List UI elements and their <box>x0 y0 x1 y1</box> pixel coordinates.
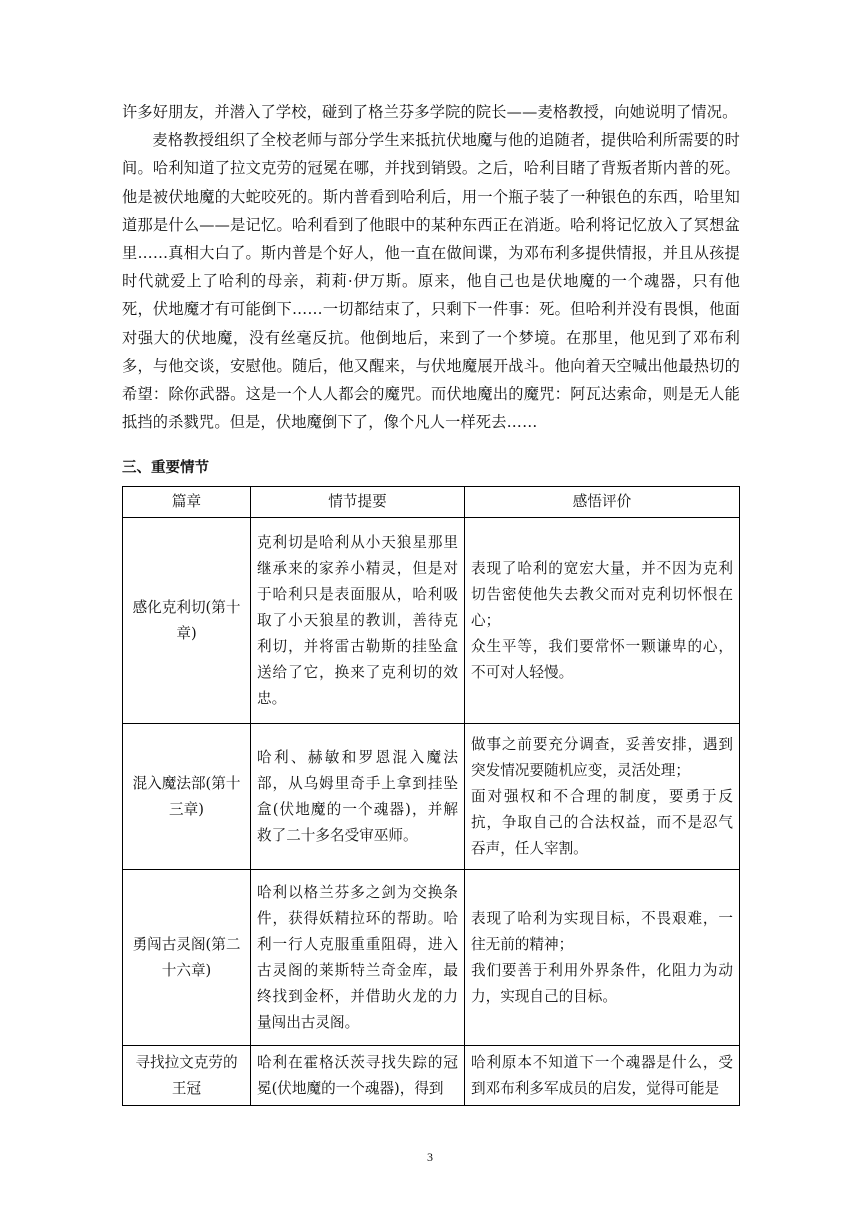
comment-line: 表现了哈利的宽宏大量，并不因为克利切告密使他失去教父而对克利切怀恨在心； <box>471 559 733 629</box>
paragraph: 许多好朋友，并潜入了学校，碰到了格兰芬多学院的院长——麦格教授，向她说明了情况。 <box>122 103 738 121</box>
page-number: 3 <box>427 1150 433 1164</box>
chapter-cell: 勇闯古灵阁(第二十六章) <box>123 870 251 1046</box>
comment-cell <box>465 870 740 1046</box>
comment-line: 我们要善于利用外界条件，化阻力为动力，实现自己的目标。 <box>471 961 733 1005</box>
header-summary: 情节提要 <box>251 487 465 518</box>
section-heading: 三、重要情节 <box>122 460 209 476</box>
summary-cell: 哈利以格兰芬多之剑为交换条件，获得妖精拉环的帮助。哈利一行人克服重重阻碍，进入古灵阁的莱斯特兰奇金库，最终找到金杯，并借助火龙的力量闯出古灵阁。 <box>251 870 465 1046</box>
comment-line: 表现了哈利为实现目标，不畏艰难，一往无前的精神； <box>471 909 733 953</box>
header-chapter: 篇章 <box>123 487 251 518</box>
comment-cell <box>465 518 740 724</box>
paragraph: 麦格教授组织了全校老师与部分学生来抵抗伏地魔与他的追随者，提供哈利所需要的时间。哈利知道了拉文克劳的冠冕在哪，并找到销毁。之后，哈利目睹了背叛者斯内普的死。他是被伏地魔的大蛇咬死的。斯内普看到哈利后，用一个瓶子装了一种银色的东西，哈里知道那是什么——是记忆。哈利看到了他眼中的某种东西正在消逝。哈利将记忆放入了冥想盆里……真相大白了。斯内普是个好人，他一直在做间谍，为邓布利多提供情报，并且从孩提时代就爱上了哈利的母亲，莉莉·伊万斯。原来，他自己也是伏地魔的一个魂器，只有他死，伏地魔才有可能倒下……一切都结束了，只剩下一件事：死。但哈利并没有畏惧，他面对强大的伏地魔，没有丝毫反抗。他倒地后，来到了一个梦境。在那里，他见到了邓布利多，与他交谈，安慰他。随后，他又醒来，与伏地魔展开战斗。他向着天空喊出他最热切的希望：除你武器。这是一个人人都会的魔咒。而伏地魔出的魔咒：阿瓦达索命，则是无人能抵挡的杀戮咒。但是，伏地魔倒下了，像个凡人一样死去…… <box>122 131 740 432</box>
table-header-row <box>123 487 740 518</box>
comment-line: 众生平等，我们要常怀一颗谦卑的心，不可对人轻慢。 <box>471 637 733 681</box>
comment-line: 面对强权和不合理的制度，要勇于反抗，争取自己的合法权益，而不是忍气吞声，任人宰割。 <box>471 787 733 857</box>
table-row <box>123 870 740 1046</box>
comment-cell <box>465 1046 740 1106</box>
summary-cell: 哈利在霍格沃茨寻找失踪的冠冕(伏地魔的一个魂器)，得到 <box>251 1046 465 1106</box>
header-comment: 感悟评价 <box>465 487 740 518</box>
table-row <box>123 518 740 724</box>
comment-line: 哈利原本不知道下一个魂器是什么，受到邓布利多军成员的启发，觉得可能是 <box>471 1053 733 1097</box>
table-row <box>123 1046 740 1106</box>
summary-cell: 哈利、赫敏和罗恩混入魔法部，从乌姆里奇手上拿到挂坠盒(伏地魔的一个魂器)，并解救了二十多名受审巫师。 <box>251 724 465 870</box>
chapter-cell: 感化克利切(第十章) <box>123 518 251 724</box>
chapter-cell: 寻找拉文克劳的王冠 <box>123 1046 251 1106</box>
plot-table <box>122 486 740 1106</box>
comment-cell <box>465 724 740 870</box>
comment-line: 做事之前要充分调查，妥善安排，遇到突发情况要随机应变，灵活处理； <box>471 735 733 779</box>
chapter-cell: 混入魔法部(第十三章) <box>123 724 251 870</box>
body-text <box>122 98 740 436</box>
table-row <box>123 724 740 870</box>
summary-cell: 克利切是哈利从小天狼星那里继承来的家养小精灵，但是对于哈利只是表面服从，哈利吸取了小天狼星的教训，善待克利切，并将雷古勒斯的挂坠盒送给了它，换来了克利切的效忠。 <box>251 518 465 724</box>
